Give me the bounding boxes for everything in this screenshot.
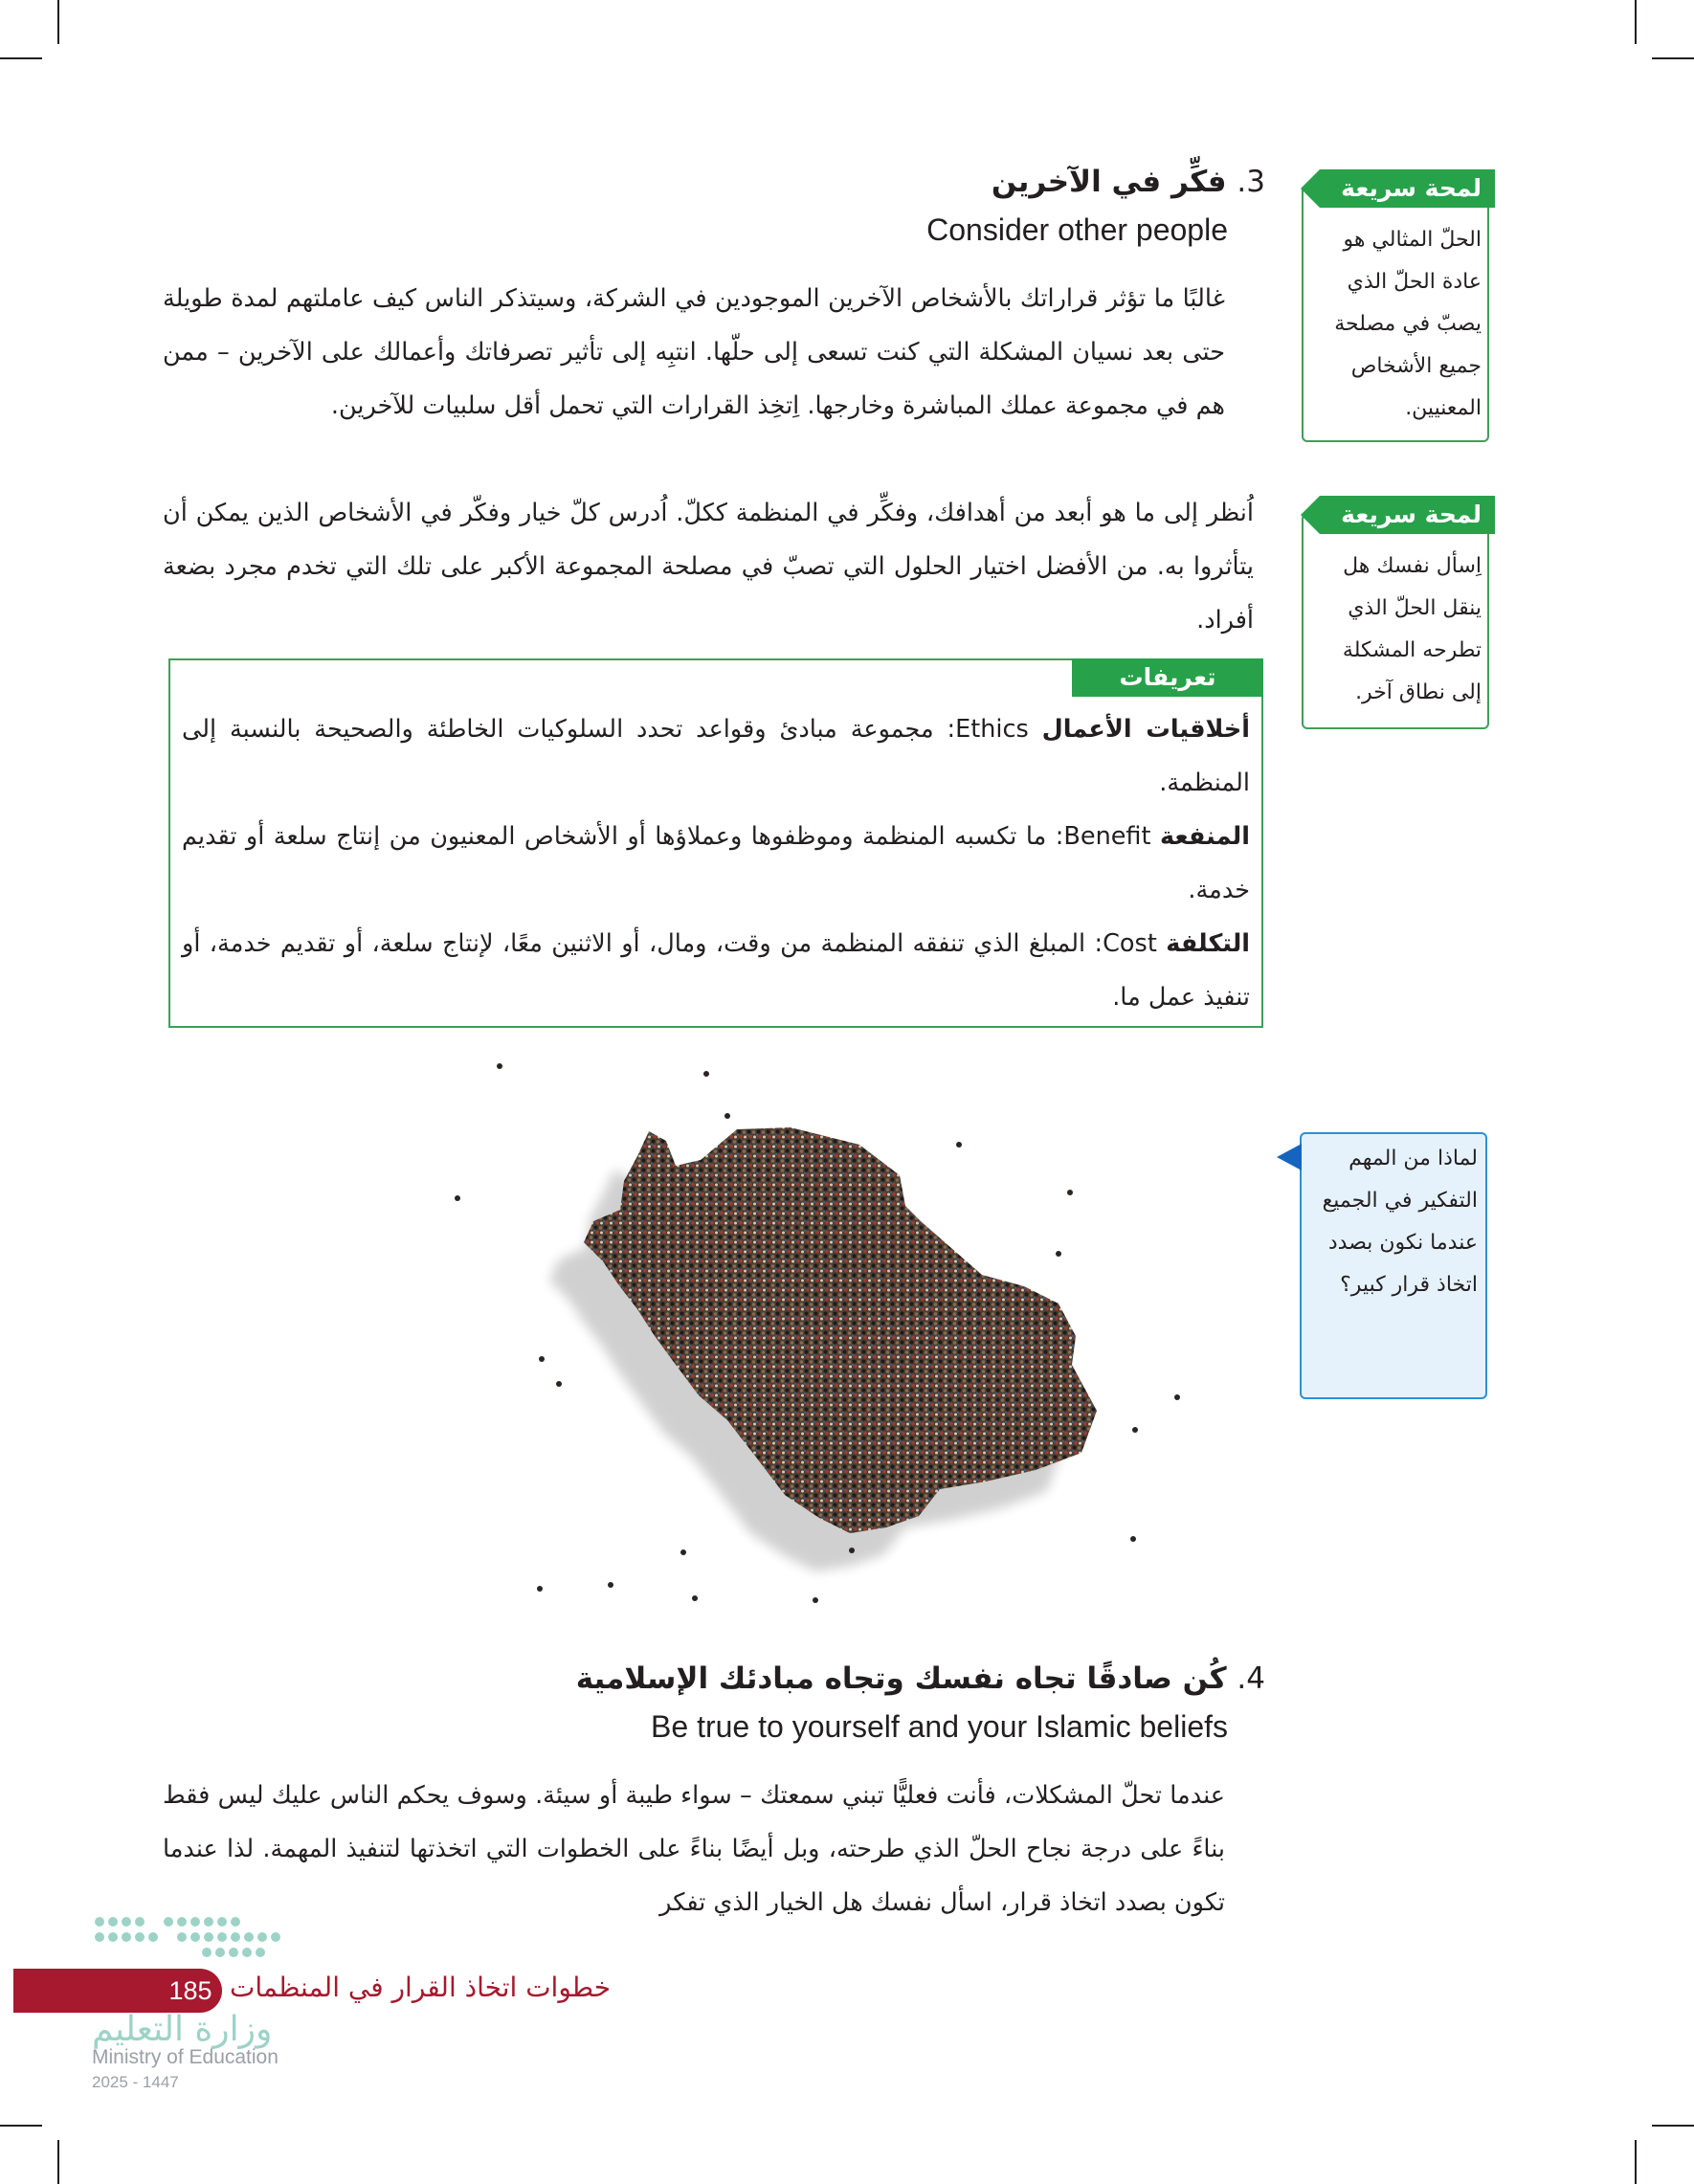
definition-term-en: Cost: [1103, 929, 1157, 958]
definition-text: : ما تكسبه المنظمة وموظفوها وعملاؤها أو الأشخاص المعنيون من إنتاج سلعة أو تقديم خدمة.: [182, 822, 1250, 904]
section-3-paragraph-1: غالبًا ما تؤثر قراراتك بالأشخاص الآخرين الموجودين في الشركة، وسيتذكر الناس كيف عاملتهم لمدة طويلة حتى بعد نسيان المشكلة التي كنت تسعى إلى حلّها. انتبِه إلى تأثير تصرفاتك وأعمالك على الآخرين – ممن هم في مجموعة عملك المباشرة وخارجها. اِتخِذ القرارات التي تحمل أقل سلبيات للآخرين.: [163, 284, 1225, 420]
discussion-question-box: [1300, 1132, 1487, 1399]
section-4-paragraph: عندما تحلّ المشكلات، فأنت فعليًّا تبني سمعتك – سواء طيبة أو سيئة. وسوف يحكم الناس عليك ليس فقط بناءً على درجة نجاح الحلّ الذي طرحته، وبل أيضًا بناءً على الخطوات التي اتخذتها لتنفيذ المهمة. لذا عندما تكون بصدد اتخاذ قرار، اسأل نفسك هل الخيار الذي تفكر: [163, 1781, 1225, 1917]
crop-mark: [1652, 2125, 1694, 2127]
crop-mark: [1635, 2140, 1637, 2184]
definition-term-en: Benefit: [1063, 822, 1151, 851]
definitions-tab: تعريفات: [1072, 658, 1263, 697]
definition-term: التكلفة: [1166, 929, 1251, 958]
definitions-box: [168, 658, 1263, 1028]
section-4-title-en: Be true to yourself and your Islamic beliefs: [651, 1709, 1228, 1744]
chapter-title: خطوات اتخاذ القرار في المنظمات: [230, 1972, 612, 2003]
section-4-number: 4.: [1237, 1661, 1265, 1696]
crop-mark: [1635, 0, 1637, 44]
page-number: 185: [168, 1976, 212, 2005]
ministry-name-en: Ministry of Education: [92, 2046, 279, 2068]
definition-ethics: [182, 702, 1250, 810]
crop-mark: [57, 0, 59, 44]
crop-mark: [0, 2125, 42, 2127]
quick-tip-2-text: اِسأل نفسك هل ينقل الحلّ الذي تطرحه المشكلة إلى نطاق آخر.: [1342, 554, 1482, 704]
section-3-title-ar: فكِّر في الآخرين: [991, 165, 1227, 199]
quick-tip-1-header: لمحة سريعة: [1320, 169, 1495, 208]
crop-mark: [1652, 57, 1694, 59]
definitions-list: [182, 702, 1250, 1024]
crop-mark: [57, 2140, 59, 2184]
section-4-title: [576, 1661, 1265, 1696]
quick-tip-2-header: لمحة سريعة: [1320, 496, 1495, 534]
definition-term: المنفعة: [1159, 822, 1250, 851]
definition-text: : مجموعة مبادئ وقواعد تحدد السلوكيات الخاطئة والصحيحة بالنسبة إلى المنظمة.: [182, 715, 1250, 797]
crowd-map-illustration: [450, 1053, 1254, 1627]
discussion-question-text: لماذا من المهم التفكير في الجميع عندما نكون بصدد اتخاذ قرار كبير؟: [1322, 1147, 1478, 1297]
section-3-title: [992, 165, 1265, 199]
quick-tip-2: [1302, 501, 1489, 729]
definition-term-en: Ethics: [955, 715, 1029, 744]
crop-mark: [0, 57, 42, 59]
section-4-title-ar: كُن صادقًا تجاه نفسك وتجاه مبادئك الإسلامية: [575, 1661, 1227, 1696]
edition-year: 2025 - 1447: [92, 2073, 179, 2091]
definition-cost: [182, 917, 1250, 1024]
section-3-title-en: Consider other people: [926, 212, 1228, 247]
ministry-name-ar: وزارة التعليم: [92, 2010, 273, 2049]
section-3-paragraph-2: اُنظر إلى ما هو أبعد من أهدافك، وفكِّر في المنظمة ككلّ. اُدرس كلّ خيار وفكّر في الأشخاص الذين يمكن أن يتأثروا به. من الأفضل اختيار الحلول التي تصبّ في مصلحة المجموعة الأكبر على تلك التي تخدم مجرد بضعة أفراد.: [163, 499, 1254, 635]
definition-benefit: [182, 810, 1250, 917]
section-3-number: 3.: [1237, 165, 1265, 199]
quick-tip-1: [1302, 174, 1489, 442]
definition-term: أخلاقيات الأعمال: [1041, 715, 1251, 744]
ministry-logo-dots: [92, 1914, 302, 1973]
definition-text: : المبلغ الذي تنفقه المنظمة من وقت، ومال، أو الاثنين معًا، لإنتاج سلعة، أو تقديم خدمة، أو تنفيذ عمل ما.: [182, 929, 1250, 1012]
quick-tip-1-text: الحلّ المثالي هو عادة الحلّ الذي يصبّ في مصلحة جميع الأشخاص المعنيين.: [1334, 228, 1482, 420]
